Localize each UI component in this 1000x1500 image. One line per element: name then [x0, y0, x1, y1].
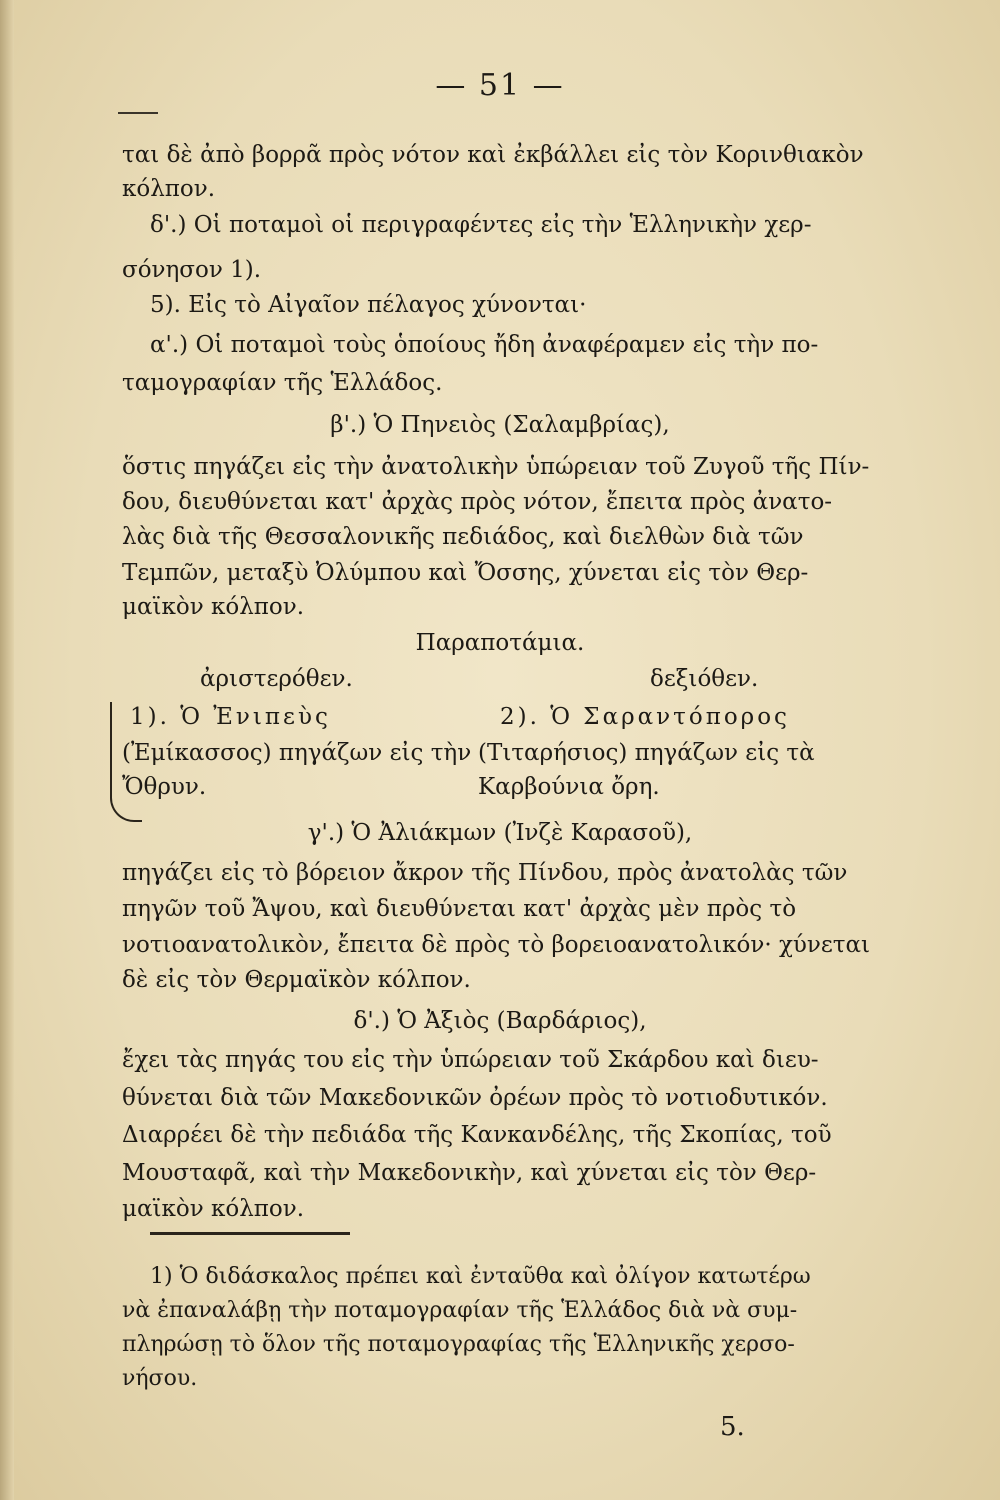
section-heading: δ'.) Ὁ Ἀξιὸς (Βαρδάριος),: [353, 1008, 647, 1034]
text-line: πηγῶν τοῦ Ἄψου, καὶ διευθύνεται κατ' ἀρχὰς μὲν πρὸς τὸ: [122, 896, 797, 922]
page-number: — 51 —: [435, 68, 565, 103]
section-heading: β'.) Ὁ Πηνειὸς (Σαλαμβρίας),: [330, 412, 670, 438]
section-heading: γ'.) Ὁ Ἀλιάκμων (Ἰνζὲ Καρασοῦ),: [307, 820, 693, 846]
text-line: Μουσταφᾶ, καὶ τὴν Μακεδονικὴν, καὶ χύνεται εἰς τὸν Θερ-: [122, 1160, 817, 1186]
subheading: Παραποτάμια.: [415, 630, 585, 656]
text-line: θύνεται διὰ τῶν Μακεδονικῶν ὀρέων πρὸς τὸ νοτιοδυτικόν.: [122, 1085, 828, 1111]
footnote-line: 1) Ὁ διδάσκαλος πρέπει καὶ ἐνταῦθα καὶ ὀλίγον κατωτέρω: [150, 1264, 811, 1289]
footnote-line: νήσου.: [122, 1366, 198, 1391]
text-line: μαϊκὸν κόλπον.: [122, 594, 305, 620]
text-line: ται δὲ ἀπὸ βορρᾶ πρὸς νότον καὶ ἐκβάλλει εἰς τὸν Κορινθιακὸν: [122, 142, 864, 168]
column-heading-left: ἀριστερόθεν.: [200, 666, 353, 692]
signature-mark: 5.: [720, 1412, 745, 1442]
tributary-left-text: Ὄθρυν.: [122, 774, 207, 800]
text-line: σόνησον 1).: [122, 257, 262, 283]
text-line: ὅστις πηγάζει εἰς τὴν ἀνατολικὴν ὑπώρειαν τοῦ Ζυγοῦ τῆς Πίν-: [122, 454, 870, 480]
text-line: δ'.) Οἱ ποταμοὶ οἱ περιγραφέντες εἰς τὴν Ἑλληνικὴν χερ-: [150, 212, 812, 238]
text-line: νοτιοανατολικὸν, ἔπειτα δὲ πρὸς τὸ βορειοανατολικόν· χύνεται: [122, 932, 871, 958]
text-line: α'.) Οἱ ποταμοὶ τοὺς ὁποίους ἤδη ἀναφέραμεν εἰς τὴν πο-: [150, 332, 819, 358]
tributary-left-text: (Ἐμίκασσος) πηγάζων εἰς τὴν: [122, 740, 472, 766]
text-line: δὲ εἰς τὸν Θερμαϊκὸν κόλπον.: [122, 967, 471, 993]
text-line: ταμογραφίαν τῆς Ἑλλάδος.: [122, 370, 443, 396]
text-line: μαϊκὸν κόλπον.: [122, 1196, 305, 1222]
text-line: πηγάζει εἰς τὸ βόρειον ἄκρον τῆς Πίνδου, πρὸς ἀνατολὰς τῶν: [122, 860, 848, 886]
footnote-rule: [150, 1232, 350, 1235]
text-line: κόλπον.: [122, 176, 216, 202]
page-edge: [0, 0, 14, 1500]
tributary-right-text: (Τιταρήσιος) πηγάζων εἰς τὰ: [478, 740, 815, 766]
text-line: 5). Εἰς τὸ Αἰγαῖον πέλαγος χύνονται·: [150, 292, 587, 318]
footnote-line: πληρώσῃ τὸ ὅλον τῆς ποταμογραφίας τῆς Ἑλληνικῆς χερσο-: [122, 1332, 795, 1357]
ornament-rule: [118, 112, 158, 114]
column-heading-right: δεξιόθεν.: [650, 666, 759, 692]
footnote-line: νὰ ἐπαναλάβῃ τὴν ποταμογραφίαν τῆς Ἑλλάδος διὰ νὰ συμ-: [122, 1298, 798, 1323]
text-line: Διαρρέει δὲ τὴν πεδιάδα τῆς Κανκανδέλης, τῆς Σκοπίας, τοῦ: [122, 1122, 832, 1148]
text-line: ἔχει τὰς πηγάς του εἰς τὴν ὑπώρειαν τοῦ Σκάρδου καὶ διευ-: [122, 1047, 819, 1073]
tributary-right-title: 2). Ὁ Σαραντόπορος: [500, 704, 790, 730]
text-line: δου, διευθύνεται κατ' ἀρχὰς πρὸς νότον, ἔπειτα πρὸς ἀνατο-: [122, 489, 833, 515]
text-line: Τεμπῶν, μεταξὺ Ὀλύμπου καὶ Ὄσσης, χύνεται εἰς τὸν Θερ-: [122, 560, 809, 586]
text-line: λὰς διὰ τῆς Θεσσαλονικῆς πεδιάδος, καὶ διελθὼν διὰ τῶν: [122, 524, 804, 550]
tributary-left-title: 1). Ὁ Ἐνιπεὺς: [130, 704, 331, 730]
tributary-right-text: Καρβούνια ὄρη.: [478, 774, 660, 800]
